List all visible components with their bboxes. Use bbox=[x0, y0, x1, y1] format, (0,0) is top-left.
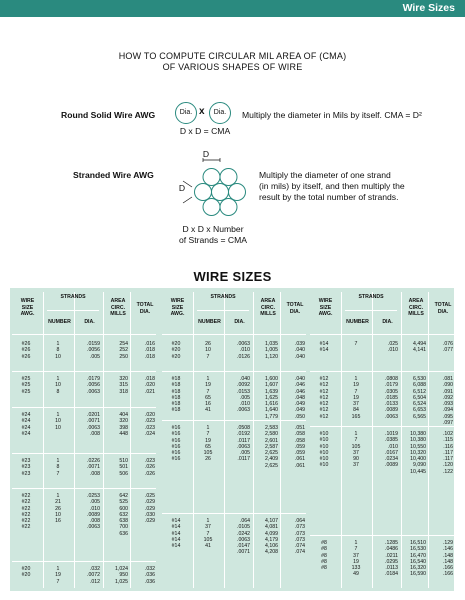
column-divider bbox=[372, 292, 373, 588]
table-cell-awg: #20 #20 bbox=[21, 566, 31, 579]
column-divider bbox=[401, 292, 402, 588]
wire-header: WIRE SIZE AWG. bbox=[20, 298, 35, 317]
table-cell-area: 16,510 16,530 16,470 16,540 16,320 16,590 bbox=[410, 540, 426, 578]
strand-circle bbox=[220, 199, 237, 216]
wire-sizes-table bbox=[10, 288, 454, 591]
wire-sizes-title: WIRE SIZES bbox=[193, 269, 272, 284]
strands-header: STRANDS bbox=[210, 294, 236, 300]
stranded-formula-line-2: of Strands = CMA bbox=[178, 235, 248, 245]
table-cell-area: 1,024 950 1,025 bbox=[115, 566, 128, 585]
table-cell-area: 10,380 10,380 10,550 10,320 10,400 9,090 10,445 bbox=[410, 431, 426, 475]
table-cell-awg: #25 #25 #25 bbox=[21, 376, 31, 395]
table-cell-total: .032 .036 .036 bbox=[144, 566, 155, 585]
table-cell-area: 1,600 1,607 1,639 1,625 1,616 1,640 1,779 bbox=[265, 376, 278, 420]
table-cell-num: 1 7 37 19 133 49 bbox=[351, 540, 361, 578]
table-cell-dia: .0179 .0056 .0063 bbox=[87, 376, 100, 395]
table-cell-awg: #22 #22 #22 #22 #22 #22 bbox=[21, 493, 31, 531]
table-cell-dia: .0226 .0071 .008 bbox=[87, 458, 100, 477]
strands-header: STRANDS bbox=[60, 294, 86, 300]
table-cell-dia: .0159 .0056 .005 bbox=[87, 341, 100, 360]
table-cell-area: 320 315 318 bbox=[119, 376, 128, 395]
row-group-divider bbox=[12, 407, 156, 408]
header-divider bbox=[12, 334, 156, 335]
strand-circle bbox=[203, 169, 220, 186]
table-cell-total: .018 .020 .021 bbox=[144, 376, 155, 395]
table-cell-area: 2,583 2,580 2,601 2,587 2,625 2,409 2,625 bbox=[265, 425, 278, 469]
table-cell-num: 1 19 7 19 37 84 165 bbox=[351, 376, 361, 420]
strand-circle bbox=[229, 184, 246, 201]
stranded-desc-line-3: result by the total number of strands. bbox=[259, 192, 399, 202]
table-cell-total: .064 .073 .073 .073 .074 .074 bbox=[294, 518, 305, 556]
table-cell-total: .039 .040 .040 bbox=[294, 341, 305, 360]
table-cell-area: 642 525 600 632 638 700 636 bbox=[119, 493, 128, 537]
row-group-divider bbox=[162, 371, 306, 372]
stranded-formula bbox=[168, 224, 258, 246]
strand-d-label-left: D bbox=[178, 183, 186, 193]
stranded-desc-line-1: Multiply the diameter of one strand bbox=[259, 170, 391, 180]
area-header: AREA CIRC. MILLS bbox=[408, 298, 424, 317]
table-cell-awg: #8 #8 #8 #8 #8 bbox=[321, 540, 327, 572]
table-cell-dia: .1285 .0486 .0211 .0295 .0113 .0184 bbox=[385, 540, 398, 578]
column-divider bbox=[130, 292, 131, 588]
table-cell-dia: .0253 .005 .010 .0089 .008 .0063 bbox=[87, 493, 100, 531]
strand-circle bbox=[195, 184, 212, 201]
solid-wire-label: Round Solid Wire AWG bbox=[61, 110, 156, 120]
table-cell-dia: .0063 .010 .0126 bbox=[237, 341, 250, 360]
table-cell-num: 1 8 10 bbox=[55, 341, 61, 360]
dia-header: DIA. bbox=[234, 319, 245, 325]
column-divider bbox=[103, 292, 104, 588]
header-bar bbox=[0, 0, 465, 17]
column-divider bbox=[280, 292, 281, 588]
total-header: TOTAL DIA. bbox=[434, 302, 452, 315]
column-divider bbox=[224, 292, 225, 588]
table-cell-num: 1 7 105 37 90 37 bbox=[351, 431, 361, 469]
wire-header: WIRE SIZE AWG. bbox=[318, 298, 333, 317]
stranded-wire-label: Stranded Wire AWG bbox=[73, 170, 154, 180]
table-cell-total: .025 .029 .029 .030 .029 bbox=[144, 493, 155, 525]
table-cell-awg: #12 #12 #12 #12 #12 #12 #12 bbox=[319, 376, 329, 420]
wire-header: WIRE SIZE AWG. bbox=[170, 298, 185, 317]
column-divider bbox=[43, 292, 44, 588]
table-cell-awg: #20 #20 #20 bbox=[171, 341, 181, 360]
stranded-wire-diagram bbox=[180, 145, 255, 220]
header-divider bbox=[162, 334, 306, 335]
table-cell-awg: #23 #23 #23 bbox=[21, 458, 31, 477]
row-group-divider bbox=[12, 561, 156, 562]
number-header: NUMBER bbox=[198, 319, 221, 325]
table-cell-area: 510 501 506 bbox=[119, 458, 128, 477]
row-group-divider bbox=[12, 488, 156, 489]
table-cell-total: .102 .115 .116 .117 .117 .120 .122 bbox=[442, 431, 453, 475]
table-cell-awg: #16 #16 #16 #16 #16 #16 bbox=[171, 425, 181, 463]
table-cell-dia: .0201 .0071 .0063 .008 bbox=[87, 412, 100, 437]
table-cell-total: .016 .018 .018 bbox=[144, 341, 155, 360]
table-cell-num: 1 10 10 bbox=[55, 412, 61, 431]
table-cell-num: 1 37 7 105 41 bbox=[203, 518, 213, 550]
stranded-description bbox=[259, 170, 459, 203]
total-header: TOTAL DIA. bbox=[286, 302, 304, 315]
table-cell-awg: #18 #18 #18 #18 #18 #18 bbox=[171, 376, 181, 414]
row-group-divider bbox=[162, 513, 306, 514]
table-cell-area: 4,107 4,081 4,099 4,179 4,106 4,208 bbox=[265, 518, 278, 556]
table-cell-total: .076 .077 bbox=[442, 341, 453, 354]
area-header: AREA CIRC. MILLS bbox=[110, 298, 126, 317]
howto-line-2: OF VARIOUS SHAPES OF WIRE bbox=[162, 62, 303, 72]
column-divider bbox=[428, 292, 429, 588]
row-group-divider bbox=[310, 535, 454, 536]
column-divider bbox=[74, 292, 75, 588]
table-cell-area: 6,530 6,088 6,512 6,504 6,524 6,653 6,565 bbox=[413, 376, 426, 420]
multiply-sign: x bbox=[199, 106, 205, 117]
howto-heading bbox=[0, 51, 465, 73]
stranded-formula-line-1: D x D x Number bbox=[182, 224, 244, 234]
page-title: Wire Sizes bbox=[402, 2, 455, 14]
table-cell-num: 1 10 8 bbox=[55, 376, 61, 395]
column-divider bbox=[253, 292, 254, 588]
dia-circle-2: Dia. bbox=[209, 102, 231, 124]
table-cell-total: .040 .046 .046 .048 .049 .049 .050 bbox=[294, 376, 305, 420]
column-divider bbox=[341, 292, 342, 588]
table-cell-dia: .025 .010 bbox=[387, 341, 398, 354]
header-divider bbox=[310, 334, 454, 335]
row-group-divider bbox=[12, 453, 156, 454]
table-cell-dia: .0808 .0179 .0305 .0185 .0133 .0089 .0063 bbox=[385, 376, 398, 420]
row-group-divider bbox=[310, 426, 454, 427]
table-cell-dia: .032 .0072 .012 bbox=[87, 566, 100, 585]
table-cell-total: .129 .146 .148 .148 .166 .166 bbox=[442, 540, 453, 578]
table-cell-num: 1 7 19 65 105 26 bbox=[203, 425, 213, 463]
table-cell-awg: #26 #26 #26 bbox=[21, 341, 31, 360]
row-group-divider bbox=[162, 420, 306, 421]
strands-header: STRANDS bbox=[358, 294, 384, 300]
table-cell-total: .081 .090 .091 .092 .093 .094 .095 .097 bbox=[442, 376, 453, 427]
table-cell-area: 1,035 1,005 1,120 bbox=[265, 341, 278, 360]
table-cell-awg: #10 #10 #10 #10 #10 #10 bbox=[319, 431, 329, 469]
number-header: NUMBER bbox=[346, 319, 369, 325]
column-divider bbox=[193, 292, 194, 588]
howto-line-1: HOW TO COMPUTE CIRCULAR MIL AREA OF (CMA) bbox=[118, 51, 347, 61]
table-cell-dia: .040 .0092 .0153 .005 .010 .0063 bbox=[237, 376, 250, 414]
total-header: TOTAL DIA. bbox=[136, 302, 154, 315]
stranded-desc-line-2: (in mils) by itself, and then multiply the bbox=[259, 181, 405, 191]
table-cell-dia: .064 .0105 .0242 .0063 .0147 .0071 bbox=[237, 518, 250, 556]
dia-circle-1: Dia. bbox=[175, 102, 197, 124]
solid-formula: D x D = CMA bbox=[179, 126, 231, 136]
table-cell-area: 404 320 398 448 bbox=[119, 412, 128, 437]
solid-description: Multiply the diameter in Mils by itself. CMA = D² bbox=[242, 110, 422, 120]
table-cell-num: 1 19 7 bbox=[55, 566, 61, 585]
table-cell-num: 7 bbox=[354, 341, 358, 347]
table-cell-awg: #14 #14 bbox=[319, 341, 329, 354]
table-cell-total: .023 .026 .026 bbox=[144, 458, 155, 477]
area-header: AREA CIRC. MILLS bbox=[260, 298, 276, 317]
strand-circle bbox=[203, 199, 220, 216]
table-cell-num: 1 19 7 65 16 41 bbox=[205, 376, 211, 414]
table-cell-num: 1 8 7 bbox=[56, 458, 60, 477]
table-cell-num: 26 10 7 bbox=[205, 341, 211, 360]
strands-underline bbox=[345, 310, 397, 311]
dia-header: DIA. bbox=[382, 319, 393, 325]
table-cell-dia: .1019 .0385 .010 .0167 .0234 .0089 bbox=[385, 431, 398, 469]
dia-header: DIA. bbox=[84, 319, 95, 325]
strands-underline bbox=[47, 310, 99, 311]
strand-d-label-top: D bbox=[202, 149, 210, 159]
table-cell-num: 1 21 26 10 16 bbox=[55, 493, 61, 525]
row-group-divider bbox=[12, 371, 156, 372]
table-cell-area: 4,494 4,141 bbox=[413, 341, 426, 354]
table-cell-awg: #14 #14 #14 #14 #14 bbox=[171, 518, 181, 550]
table-cell-dia: .0508 .0192 .0117 .0063 .005 .0117 bbox=[237, 425, 250, 463]
strands-underline bbox=[197, 310, 249, 311]
row-group-divider bbox=[310, 371, 454, 372]
table-cell-awg: #24 #24 #24 #24 bbox=[21, 412, 31, 437]
table-cell-total: .051 .058 .058 .059 .059 .061 .061 bbox=[294, 425, 305, 469]
strand-circle bbox=[220, 169, 237, 186]
table-cell-total: .020 .023 .023 .024 bbox=[144, 412, 155, 437]
strand-circle bbox=[212, 184, 229, 201]
table-cell-area: 254 252 250 bbox=[119, 341, 128, 360]
number-header: NUMBER bbox=[48, 319, 71, 325]
